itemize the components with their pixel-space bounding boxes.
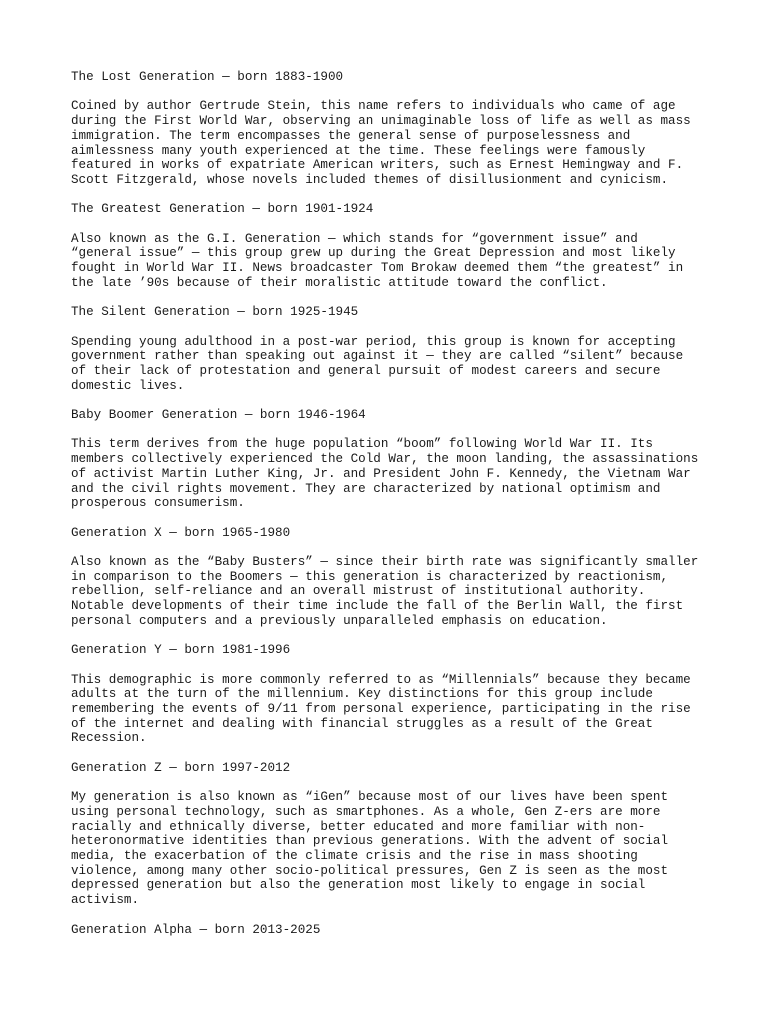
section-body: Spending young adulthood in a post-war period, this group is known for accepting government rather than speaking out against it — they are called “silent” because of their lack of protestation and general pursuit of modest careers and secure domestic lives. [71,334,684,393]
section-baby-boomer-generation [71,408,711,511]
section-generation-alpha [71,923,711,938]
section-generation-z [71,761,711,908]
document-page [71,70,711,952]
section-heading: Generation Alpha — born 2013-2025 [71,922,321,937]
section-body: This demographic is more commonly referred to as “Millennials” because they became adults at the turn of the millennium. Key distinctions for this group include remembering the events of 9/11 from personal experience, participating in the rise of the internet and dealing with financial struggles as a result of the Great Recession. [71,672,691,746]
section-heading: The Lost Generation — born 1883-1900 [71,70,344,84]
section-heading: The Greatest Generation — born 1901-1924 [71,202,374,217]
section-heading: Generation Z — born 1997-2012 [71,760,291,775]
section-generation-x [71,526,711,629]
section-heading: The Silent Generation — born 1925-1945 [71,305,359,320]
section-body: Also known as the “Baby Busters” — since their birth rate was significantly smaller in comparison to the Boomers — this generation is characterized by reactionism, rebellion, self-reliance and an overall mistrust of institutional authority. Notable developments of their time include the fall of the Berlin Wall, the first personal computers and a previously unparalleled emphasis on education. [71,555,699,628]
section-body: My generation is also known as “iGen” because most of our lives have been spent using personal technology, such as smartphones. As a whole, Gen Z-ers are more racially and ethnically diverse, better educated and more familiar with non- heteronormative identities than previous generations. With the advent of social media, the exacerbation of the climate crisis and the rise in mass shooting violence, among many other socio-political pressures, Gen Z is seen as the most depressed generation but also the generation most likely to engage in social activism. [71,790,669,908]
section-heading: Generation Y — born 1981-1996 [71,643,291,658]
section-lost-generation [71,70,711,188]
section-body: Coined by author Gertrude Stein, this name refers to individuals who came of age during the First World War, observing an unimaginable loss of life as well as mass immigration. The term encompasses the general sense of purposelessness and aimlessness many youth experienced at the time. These feelings were famously featured in works of expatriate American writers, such as Ernest Hemingway and F. Scott Fitzgerald, whose novels included themes of disillusionment and cynicism. [71,99,691,187]
section-heading: Baby Boomer Generation — born 1946-1964 [71,408,366,423]
section-body: This term derives from the huge population “boom” following World War II. Its members collectively experienced the Cold War, the moon landing, the assassinations of activist Martin Luther King, Jr. and President John F. Kennedy, the Vietnam War and the civil rights movement. They are characterized by national optimism and prosperous consumerism. [71,437,699,511]
section-heading: Generation X — born 1965-1980 [71,525,291,540]
section-body: Also known as the G.I. Generation — which stands for “government issue” and “general issue” — this group grew up during the Great Depression and most likely fought in World War II. News broadcaster Tom Brokaw deemed them “the greatest” in the late ’90s because of their moralistic attitude toward the conflict. [71,231,684,290]
section-silent-generation [71,305,711,393]
section-generation-y [71,643,711,746]
section-greatest-generation [71,202,711,290]
